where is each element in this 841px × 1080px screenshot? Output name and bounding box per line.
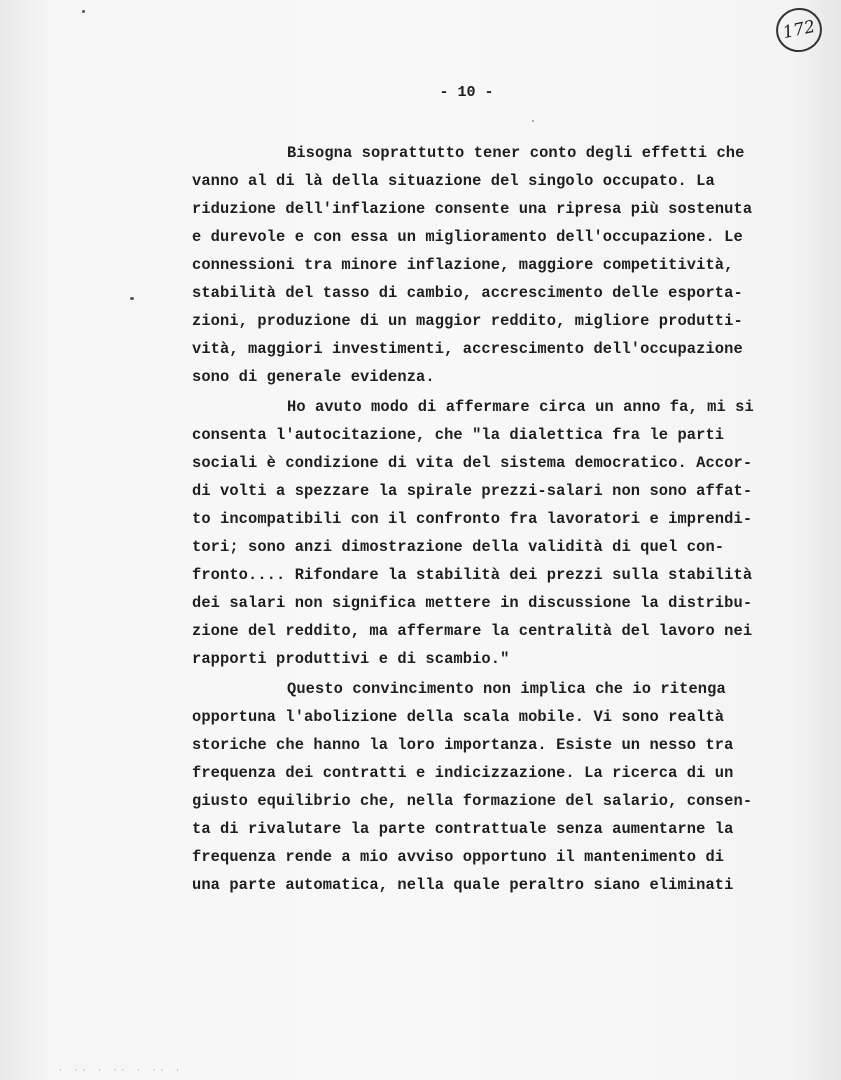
scan-speck bbox=[82, 10, 85, 13]
scan-edge-marks: · ·· · ·· · ·· · bbox=[58, 1066, 183, 1075]
text-line: to incompatibili con il confronto fra lavoratori e imprendi- bbox=[192, 510, 753, 528]
text-line: zioni, produzione di un maggior reddito, migliore produtti- bbox=[192, 312, 743, 330]
text-line: riduzione dell'inflazione consente una ripresa più sostenuta bbox=[192, 200, 753, 218]
text-line: zione del reddito, ma affermare la centralità del lavoro nei bbox=[192, 622, 753, 640]
text-line: frequenza rende a mio avviso opportuno il mantenimento di bbox=[192, 848, 725, 866]
archive-stamp-number: 172 bbox=[781, 16, 817, 44]
text-line: Questo convincimento non implica che io ritenga bbox=[287, 680, 726, 698]
text-line: e durevole e con essa un miglioramento dell'occupazione. Le bbox=[192, 228, 743, 246]
text-line: di volti a spezzare la spirale prezzi-salari non sono affat- bbox=[192, 482, 753, 500]
text-line: dei salari non significa mettere in discussione la distribu- bbox=[192, 594, 753, 612]
text-line: giusto equilibrio che, nella formazione del salario, consen- bbox=[192, 792, 753, 810]
text-line: vità, maggiori investimenti, accrescimento dell'occupazione bbox=[192, 340, 743, 358]
text-line: tori; sono anzi dimostrazione della validità di quel con- bbox=[192, 538, 725, 556]
text-line: stabilità del tasso di cambio, accrescimento delle esporta- bbox=[192, 284, 743, 302]
scan-speck bbox=[130, 297, 134, 300]
text-line: Ho avuto modo di affermare circa un anno fa, mi si bbox=[287, 398, 754, 416]
text-line: frequenza dei contratti e indicizzazione. La ricerca di un bbox=[192, 764, 734, 782]
text-line: sono di generale evidenza. bbox=[192, 368, 435, 386]
text-line: storiche che hanno la loro importanza. Esiste un nesso tra bbox=[192, 736, 734, 754]
text-line: opportuna l'abolizione della scala mobile. Vi sono realtà bbox=[192, 708, 725, 726]
page-number: - 10 - bbox=[439, 84, 494, 101]
text-line: una parte automatica, nella quale peraltro siano eliminati bbox=[192, 876, 734, 894]
text-line: rapporti produttivi e di scambio." bbox=[192, 650, 510, 668]
scan-speck bbox=[532, 120, 534, 122]
text-line: vanno al di là della situazione del singolo occupato. La bbox=[192, 172, 715, 190]
text-line: ta di rivalutare la parte contrattuale senza aumentarne la bbox=[192, 820, 734, 838]
text-line: Bisogna soprattutto tener conto degli effetti che bbox=[287, 144, 745, 162]
text-line: connessioni tra minore inflazione, maggiore competitività, bbox=[192, 256, 734, 274]
text-line: sociali è condizione di vita del sistema democratico. Accor- bbox=[192, 454, 753, 472]
text-line: fronto.... Rifondare la stabilità dei prezzi sulla stabilità bbox=[192, 566, 753, 584]
text-line: consenta l'autocitazione, che "la dialettica fra le parti bbox=[192, 426, 725, 444]
